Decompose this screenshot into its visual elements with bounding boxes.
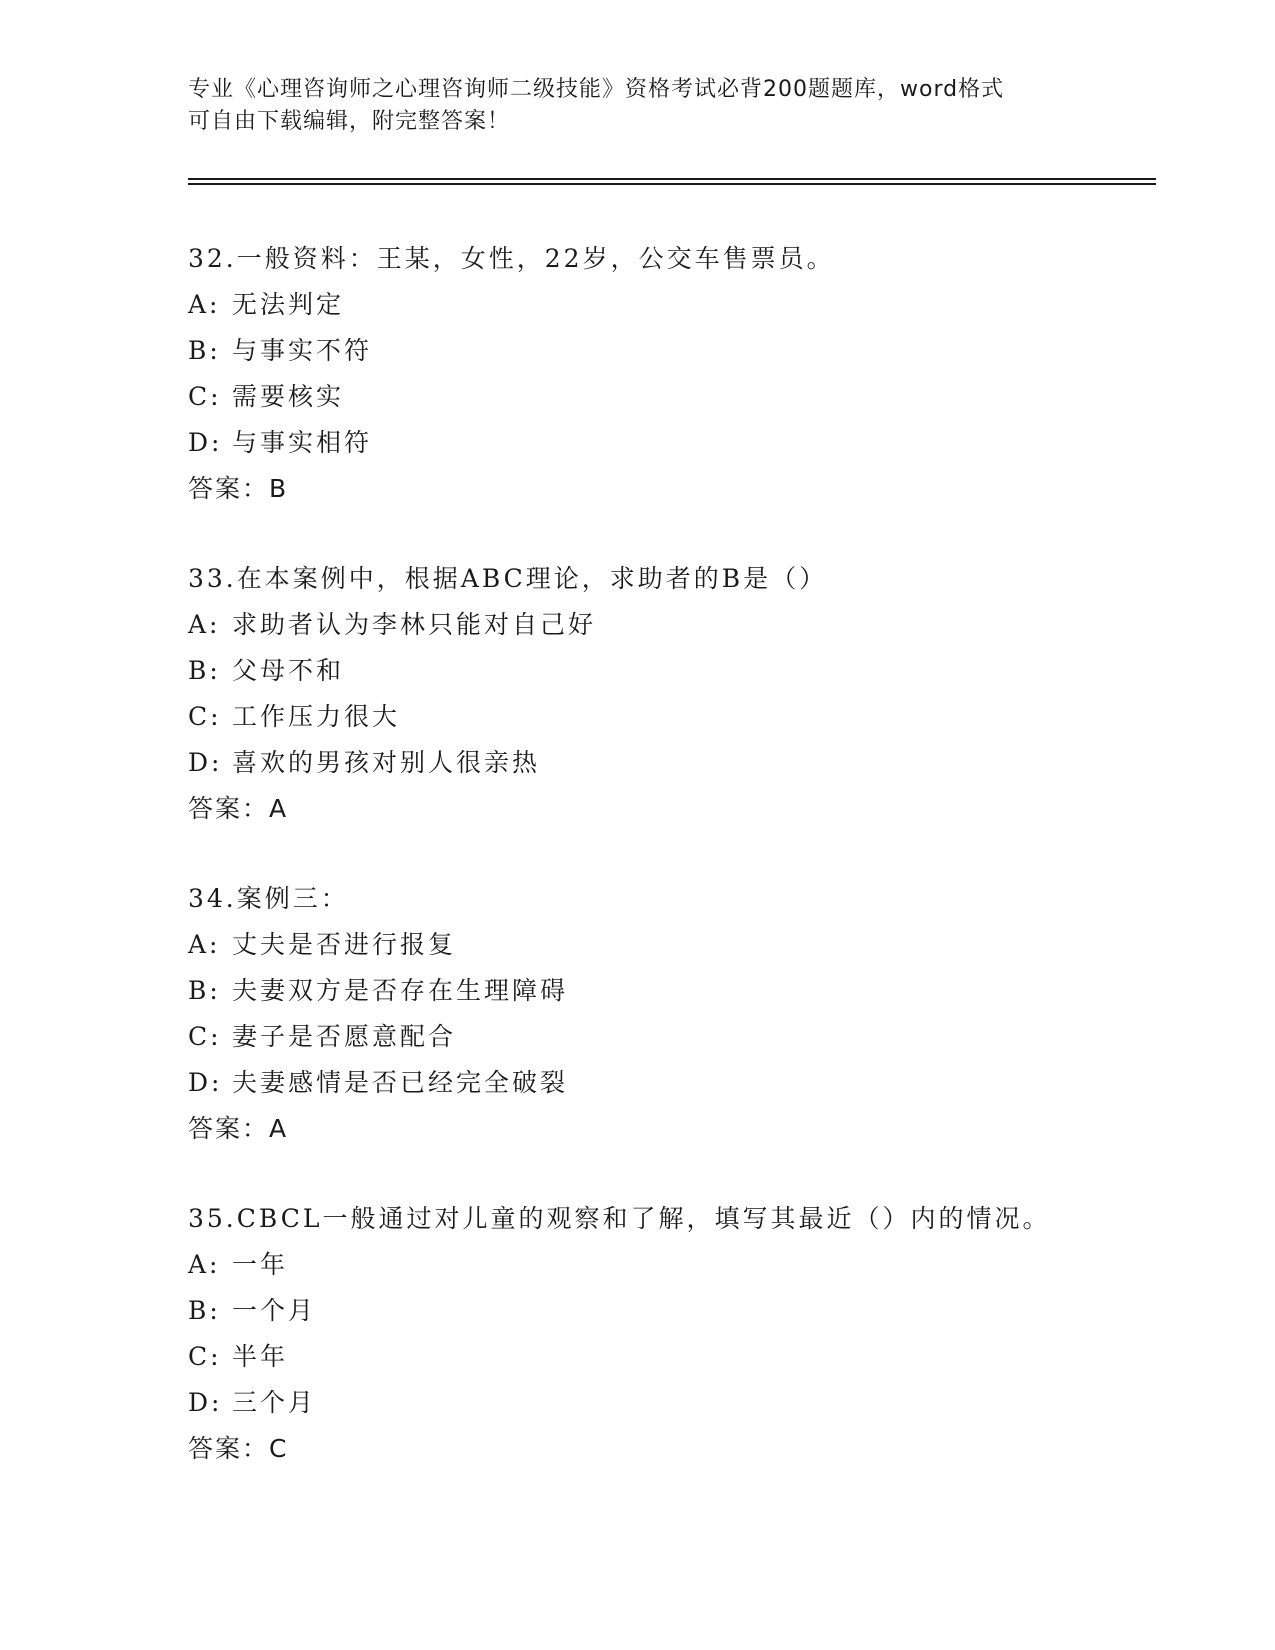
option-a <box>188 282 1148 328</box>
option-c <box>188 1334 1148 1380</box>
option-d <box>188 1380 1148 1426</box>
option-c <box>188 1014 1148 1060</box>
option-text: 工作压力很大 <box>232 702 401 731</box>
option-text: 妻子是否愿意配合 <box>232 1022 457 1051</box>
header-divider-top <box>188 178 1156 180</box>
option-letter: A: <box>188 930 221 959</box>
answer-line: 答案：C <box>188 1434 289 1463</box>
option-d <box>188 740 1148 786</box>
option-letter: D: <box>188 748 223 777</box>
option-b <box>188 328 1148 374</box>
option-letter: C: <box>188 382 222 411</box>
option-text: 喜欢的男孩对别人很亲热 <box>232 748 541 777</box>
header-divider-bottom <box>188 183 1156 185</box>
option-text: 夫妻双方是否存在生理障碍 <box>232 976 569 1005</box>
option-text: 与事实不符 <box>232 336 373 365</box>
question-33 <box>188 556 1148 832</box>
option-d <box>188 1060 1148 1106</box>
option-letter: B: <box>188 1296 221 1325</box>
option-letter: D: <box>188 428 223 457</box>
option-letter: B: <box>188 656 221 685</box>
option-c <box>188 694 1148 740</box>
option-a <box>188 922 1148 968</box>
option-letter: C: <box>188 1342 222 1371</box>
option-text: 夫妻感情是否已经完全破裂 <box>232 1068 569 1097</box>
document-header <box>188 74 1088 138</box>
option-letter: A: <box>188 610 221 639</box>
option-c <box>188 374 1148 420</box>
option-text: 一个月 <box>232 1296 317 1325</box>
option-letter: B: <box>188 336 221 365</box>
option-text: 三个月 <box>232 1388 317 1417</box>
option-text: 半年 <box>232 1342 289 1371</box>
answer-line: 答案：A <box>188 1114 289 1143</box>
question-stem: 34.案例三： <box>188 884 349 913</box>
option-letter: B: <box>188 976 221 1005</box>
option-b <box>188 1288 1148 1334</box>
option-letter: A: <box>188 1250 221 1279</box>
option-letter: A: <box>188 290 221 319</box>
option-letter: C: <box>188 1022 222 1051</box>
option-a <box>188 1242 1148 1288</box>
question-32 <box>188 236 1148 512</box>
question-34 <box>188 876 1148 1152</box>
answer-line: 答案：B <box>188 474 289 503</box>
question-stem: 33.在本案例中，根据ABC理论，求助者的B是（） <box>188 564 828 593</box>
question-list <box>188 236 1148 1516</box>
option-letter: D: <box>188 1068 223 1097</box>
option-text: 丈夫是否进行报复 <box>232 930 457 959</box>
question-stem: 32.一般资料：王某，女性，22岁，公交车售票员。 <box>188 244 835 273</box>
header-line-1: 专业《心理咨询师之心理咨询师二级技能》资格考试必背200题题库，word格式 <box>188 77 1005 102</box>
option-b <box>188 968 1148 1014</box>
header-line-2: 可自由下载编辑，附完整答案！ <box>188 109 511 134</box>
option-a <box>188 602 1148 648</box>
question-35 <box>188 1196 1148 1472</box>
answer-line: 答案：A <box>188 794 289 823</box>
option-text: 一年 <box>232 1250 289 1279</box>
option-text: 父母不和 <box>232 656 345 685</box>
option-letter: C: <box>188 702 222 731</box>
option-text: 需要核实 <box>232 382 345 411</box>
option-text: 无法判定 <box>232 290 345 319</box>
option-letter: D: <box>188 1388 223 1417</box>
option-d <box>188 420 1148 466</box>
option-text: 与事实相符 <box>232 428 373 457</box>
option-b <box>188 648 1148 694</box>
question-stem: 35.CBCL一般通过对儿童的观察和了解，填写其最近（）内的情况。 <box>188 1204 1051 1233</box>
option-text: 求助者认为李林只能对自己好 <box>232 610 597 639</box>
